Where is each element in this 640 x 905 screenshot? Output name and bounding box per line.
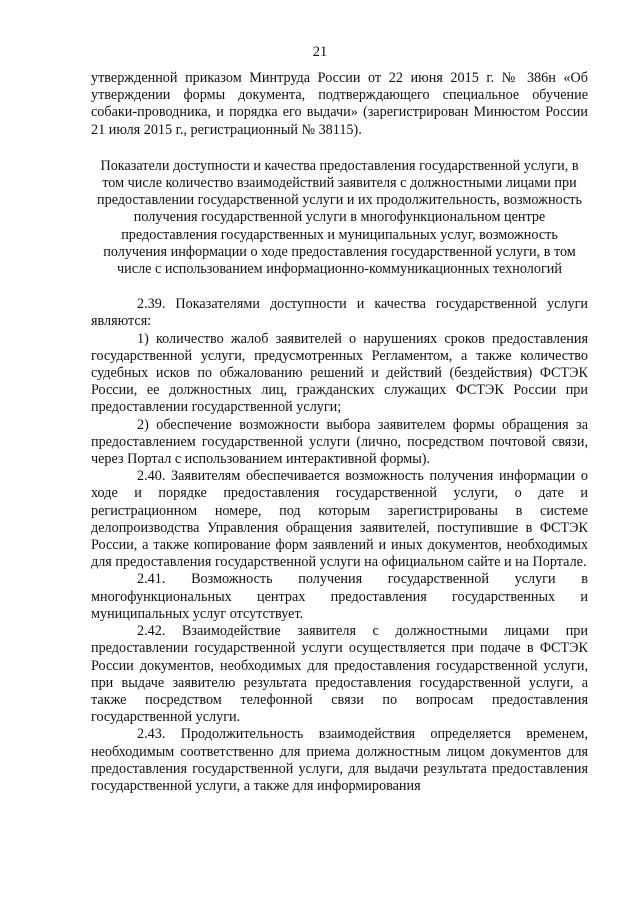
paragraph-2-39-item-2: 2) обеспечение возможности выбора заявителем формы обращения за предоставлением государственной услуги (лично, посредством почтовой связи, через Портал с использованием интерактивной формы). bbox=[91, 416, 588, 468]
paragraph-2-41: 2.41. Возможность получения государственной услуги в многофункциональных центрах предоставления государственных и муниципальных услуг отсутствует. bbox=[91, 571, 588, 622]
paragraph-continuation: утвержденной приказом Минтруда России от 22 июня 2015 г. № 386н «Об утверждении формы документа, подтверждающего специальное обучение собаки-проводника, и порядка его выдачи» (зарегистрирован Минюстом России 21 июля 2015 г., регистрационный № 38115). bbox=[91, 70, 588, 138]
paragraph-2-40: 2.40. Заявителям обеспечивается возможность получения информации о ходе и порядке предоставления государственной услуги, о дате и регистрационном номере, под которым зарегистрированы в системе делопроизводства Управления обращения заявителей, поступившие в ФСТЭК России, а также копирование форм заявлений и иных документов, необходимых для предоставления государственной услуги на официальном сайте и на Портале. bbox=[91, 468, 588, 571]
section-heading: Показатели доступности и качества предоставления государственной услуги, в том числе количество взаимодействий заявителя с должностными лицами при предоставлении государственной услуги и их продолжительность, возможность получения государственной услуги в многофункциональном центре предоставления государственных и муниципальных услуг, возможность получения информации о ходе предоставления государственной услуги, в том числе с использованием информационно-коммуникационных технологий bbox=[97, 157, 582, 278]
paragraph-2-39-item-1: 1) количество жалоб заявителей о нарушениях сроков предоставления государственной услуги, предусмотренных Регламентом, а также количество судебных исков по обжалованию решений и действий (бездействия) ФСТЭК России, ее должностных лиц, гражданских служащих ФСТЭК России при предоставлении государственной услуги; bbox=[91, 330, 588, 416]
page-number: 21 bbox=[312, 44, 328, 60]
paragraph-2-42: 2.42. Взаимодействие заявителя с должностными лицами при предоставлении государственной услуги осуществляется при подаче в ФСТЭК России документов, необходимых для предоставления государственной услуги, при выдаче заявителю результата предоставления государственной услуги, а также посредством телефонной связи по вопросам предоставления государственной услуги. bbox=[91, 623, 588, 726]
document-body bbox=[91, 70, 588, 795]
paragraph-2-39: 2.39. Показателями доступности и качества государственной услуги являются: bbox=[91, 296, 588, 330]
paragraph-2-43: 2.43. Продолжительность взаимодействия определяется временем, необходимым соответственно для приема должностным лицом документов для предоставления государственной услуги, для выдачи результата предоставления государственной услуги, а также для информирования bbox=[91, 726, 588, 794]
